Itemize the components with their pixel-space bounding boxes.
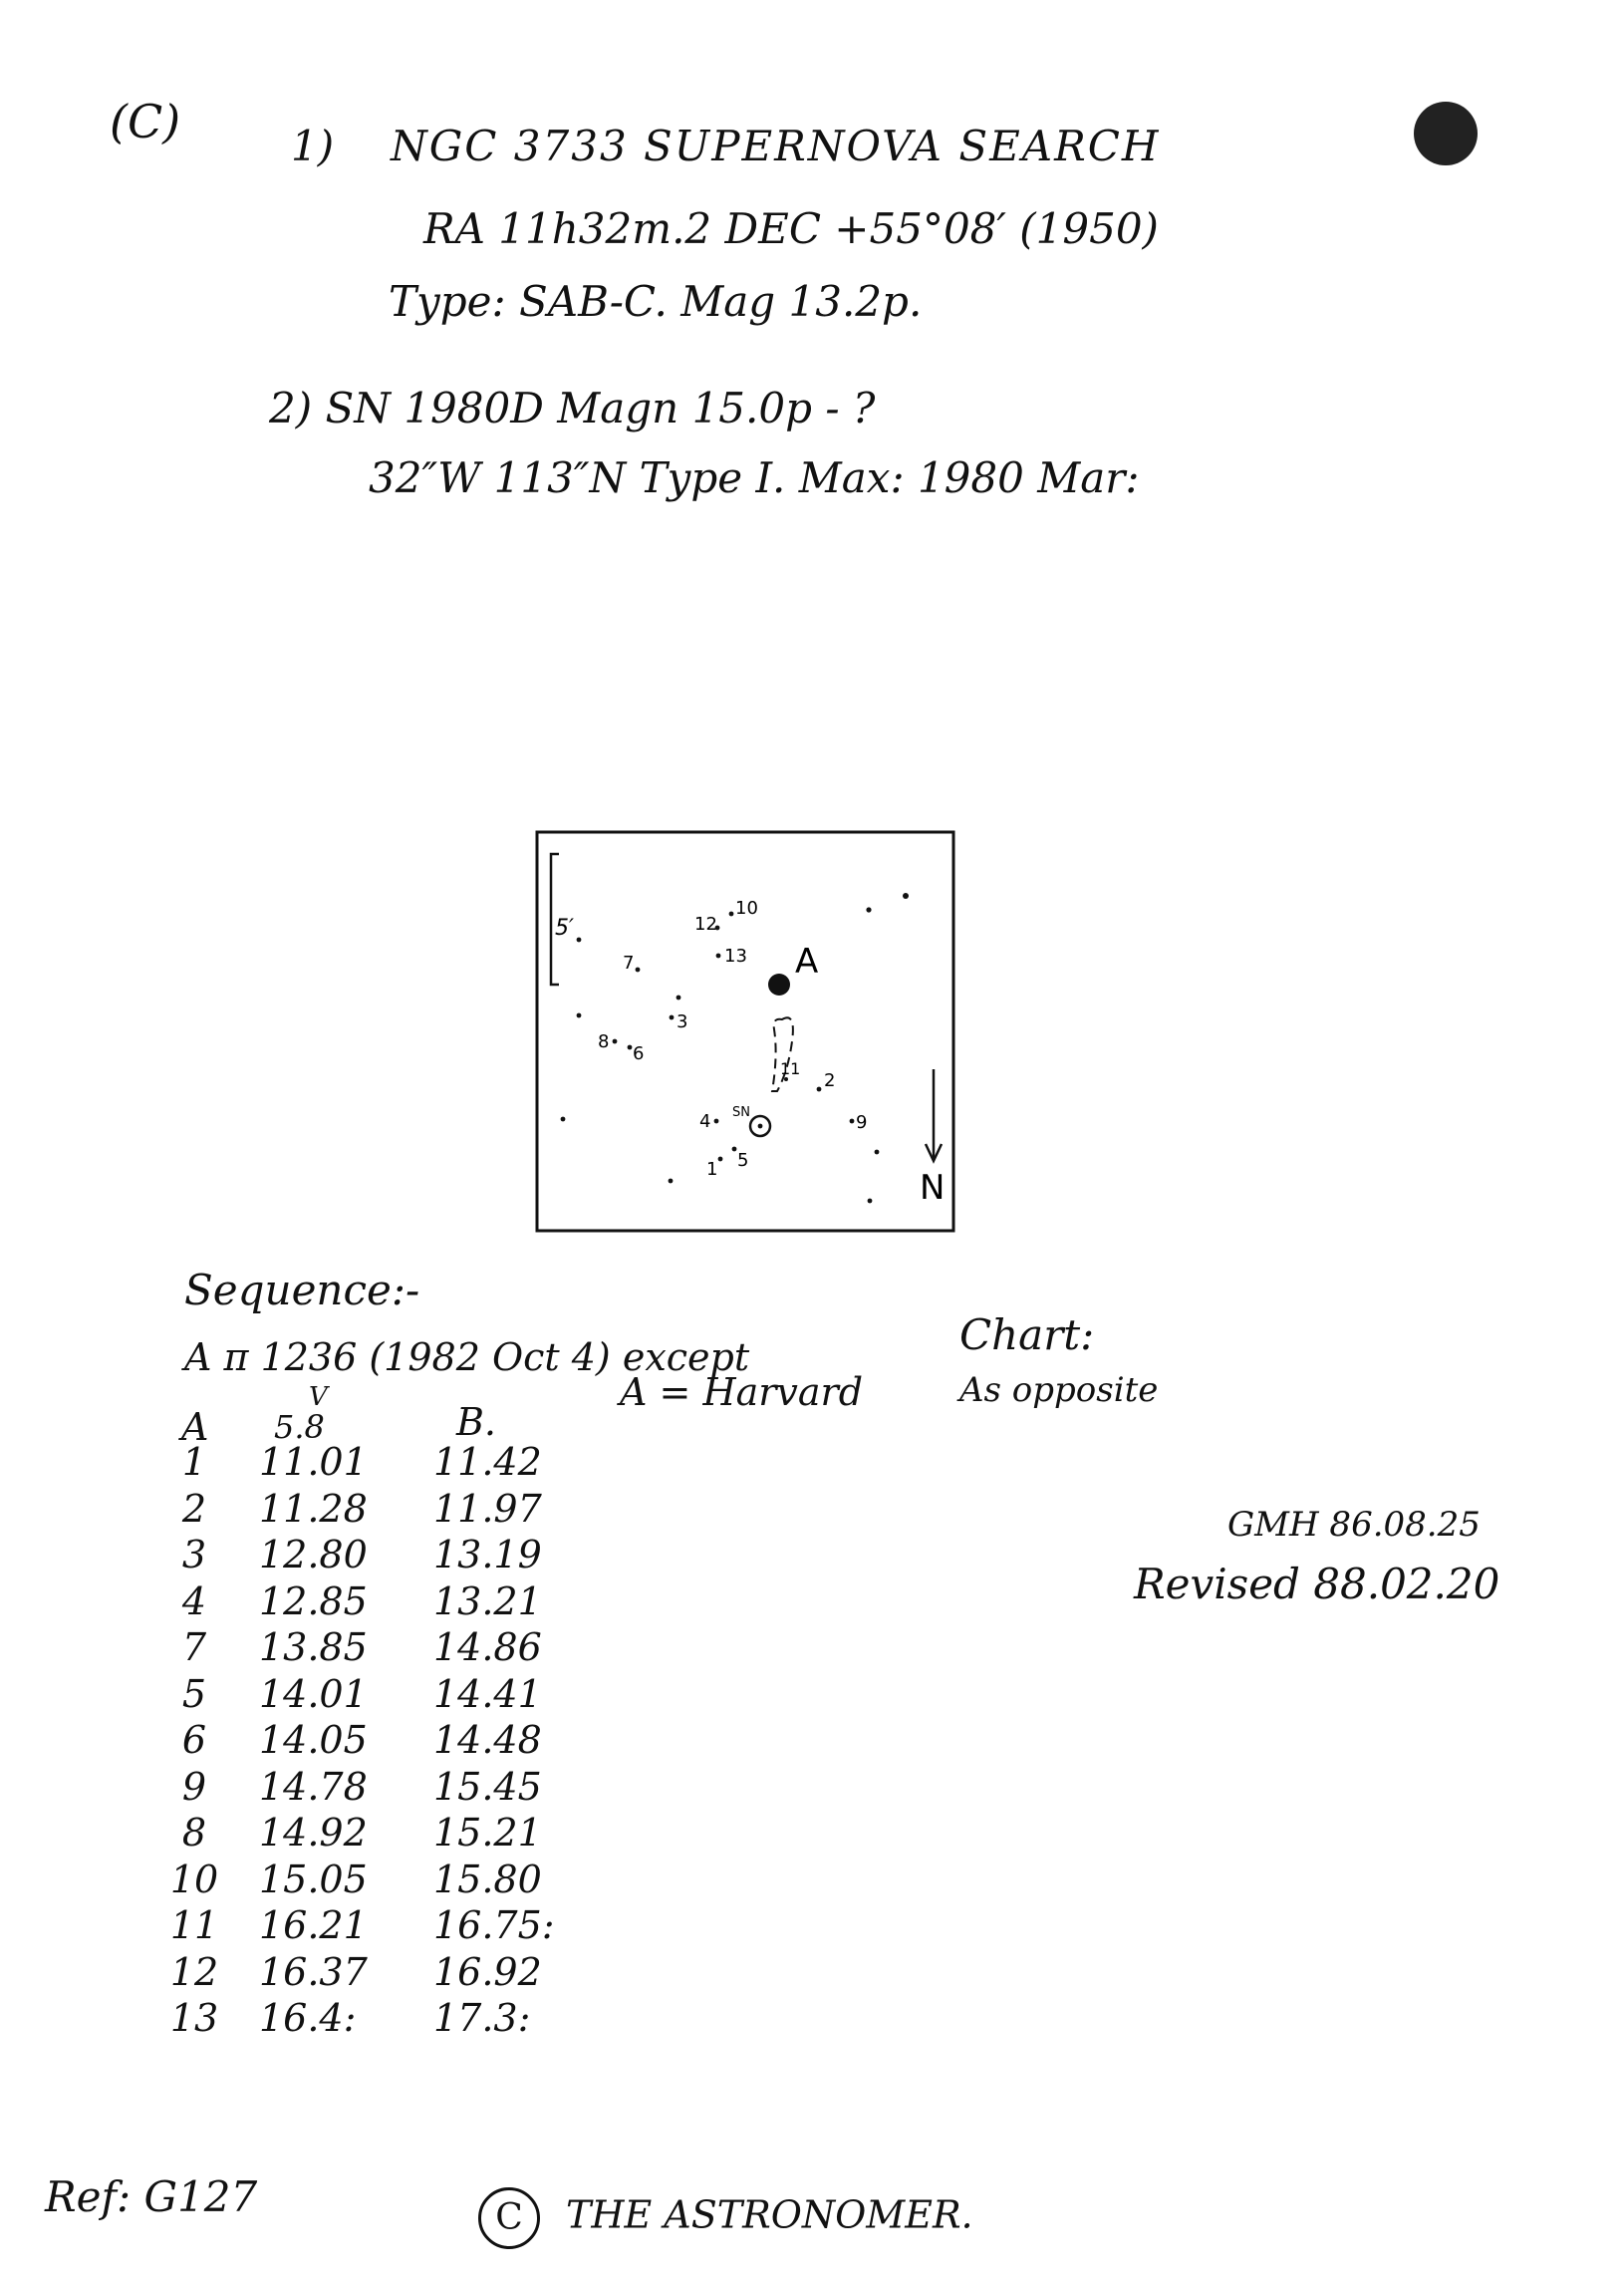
v-mag-cell: 16.21 xyxy=(259,1903,368,1947)
star-10 xyxy=(729,912,734,917)
label-3: 3 xyxy=(677,1011,688,1032)
reference: Ref: G127 xyxy=(45,2172,258,2221)
star-field-3 xyxy=(577,938,582,943)
v-mag-cell: 11.28 xyxy=(259,1486,368,1531)
col-header-b: B. xyxy=(456,1400,497,1444)
north-label: N xyxy=(920,1168,946,1208)
label-9: 9 xyxy=(856,1112,868,1133)
b-mag-cell: 11.97 xyxy=(433,1486,542,1531)
star-9 xyxy=(850,1119,855,1124)
galaxy-outline xyxy=(772,1017,793,1091)
star-8 xyxy=(613,1039,618,1044)
b-mag-cell: 15.80 xyxy=(433,1857,542,1901)
item1-title: NGC 3733 SUPERNOVA SEARCH xyxy=(391,122,1161,170)
star-6 xyxy=(628,1045,633,1050)
item1-coords: RA 11h32m.2 DEC +55°08′ (1950) xyxy=(423,204,1159,253)
chart-note-text: As opposite xyxy=(959,1370,1159,1410)
label-4: 4 xyxy=(699,1111,711,1132)
star-field-5 xyxy=(677,996,681,1001)
v-mag-cell: 12.80 xyxy=(259,1533,368,1576)
star-id-cell: 12 xyxy=(169,1949,219,1994)
label-5: 5 xyxy=(737,1150,749,1171)
chart-note-title: Chart: xyxy=(959,1310,1095,1359)
v-mag-cell: 16.37 xyxy=(259,1949,368,1994)
sequence-source-note: A = Harvard xyxy=(620,1370,864,1414)
b-mag-cell: 16.75: xyxy=(433,1903,555,1947)
star-id-cell: 8 xyxy=(181,1811,207,1855)
star-field-1 xyxy=(866,907,871,912)
star-7 xyxy=(636,968,641,973)
b-mag-cell: 16.92 xyxy=(433,1949,542,1994)
star-id-cell: 1 xyxy=(181,1440,207,1484)
b-mag-cell: 14.41 xyxy=(433,1671,542,1716)
star-field-7 xyxy=(669,1179,674,1184)
v-mag-cell: 14.92 xyxy=(259,1811,368,1855)
v-mag-cell: 15.05 xyxy=(259,1857,368,1901)
b-mag-cell: 14.86 xyxy=(433,1625,542,1669)
star-field-6 xyxy=(561,1117,566,1122)
star-5 xyxy=(732,1147,737,1152)
label-2: 2 xyxy=(824,1070,836,1091)
star-field-9 xyxy=(868,1199,873,1204)
star-2 xyxy=(817,1087,822,1092)
star-id-cell: 4 xyxy=(181,1578,207,1623)
star-id-cell: 2 xyxy=(181,1486,207,1531)
item2-line2: 32″W 113″N Type I. Max: 1980 Mar: xyxy=(369,453,1140,502)
label-1: 1 xyxy=(706,1159,718,1180)
label-7: 7 xyxy=(623,953,635,974)
v-mag-cell: 14.01 xyxy=(259,1671,368,1716)
finder-chart xyxy=(535,830,957,1239)
star-field-2 xyxy=(903,893,909,899)
b-mag-cell: 17.3: xyxy=(433,1996,531,2040)
star-id-cell: 6 xyxy=(181,1718,207,1762)
label-11: 11 xyxy=(780,1059,801,1078)
star-13 xyxy=(716,954,721,959)
label-SN: SN xyxy=(732,1105,750,1120)
star-id-cell: 10 xyxy=(169,1857,219,1901)
revised-date: Revised 88.02.20 xyxy=(1134,1560,1500,1608)
label-12: 12 xyxy=(694,914,717,935)
v-mag-cell: 14.78 xyxy=(259,1764,368,1809)
col-header-star: A xyxy=(181,1405,209,1449)
label-6: 6 xyxy=(633,1043,645,1064)
star-1 xyxy=(718,1157,723,1162)
label-13: 13 xyxy=(724,946,747,967)
v-mag-cell: 13.85 xyxy=(259,1625,368,1669)
label-8: 8 xyxy=(598,1031,610,1052)
col-header-v-sub: 5.8 xyxy=(274,1408,325,1446)
v-mag-cell: 16.4: xyxy=(259,1996,357,2040)
star-id-cell: 9 xyxy=(181,1764,207,1809)
star-4 xyxy=(714,1119,719,1124)
star-field-8 xyxy=(875,1150,880,1155)
b-mag-cell: 15.21 xyxy=(433,1811,542,1855)
b-mag-cell: 14.48 xyxy=(433,1718,542,1762)
star-id-cell: 13 xyxy=(169,1996,219,2040)
star-id-cell: 5 xyxy=(181,1671,207,1716)
star-id-cell: 7 xyxy=(181,1625,207,1669)
label-10: 10 xyxy=(735,898,758,919)
sequence-source: A π 1236 (1982 Oct 4) except xyxy=(184,1335,750,1379)
star-field-4 xyxy=(577,1013,582,1018)
punch-hole xyxy=(1414,102,1478,165)
star-A xyxy=(768,974,790,996)
v-mag-cell: 14.05 xyxy=(259,1718,368,1762)
star-id-cell: 3 xyxy=(181,1533,207,1576)
b-mag-cell: 11.42 xyxy=(433,1440,542,1484)
author-date: GMH 86.08.25 xyxy=(1227,1505,1481,1545)
v-mag-cell: 12.85 xyxy=(259,1578,368,1623)
label-A: A xyxy=(795,942,819,982)
col-header-v: V xyxy=(309,1382,328,1412)
star-3 xyxy=(670,1015,675,1020)
item1-number: 1) xyxy=(291,122,335,170)
copyright-icon: C xyxy=(478,2187,540,2249)
v-mag-cell: 11.01 xyxy=(259,1440,368,1484)
section-label: (C) xyxy=(110,95,181,148)
star-id-cell: 11 xyxy=(169,1903,219,1947)
item2-line1: 2) SN 1980D Magn 15.0p - ? xyxy=(269,384,876,432)
copyright-text: THE ASTRONOMER. xyxy=(566,2192,973,2237)
sequence-title: Sequence:- xyxy=(184,1266,420,1314)
item1-type: Type: SAB-C. Mag 13.2p. xyxy=(389,277,923,326)
b-mag-cell: 15.45 xyxy=(433,1764,542,1809)
copyright-line xyxy=(478,2187,973,2249)
b-mag-cell: 13.19 xyxy=(433,1533,542,1576)
scale-label: 5′ xyxy=(555,916,574,941)
b-mag-cell: 13.21 xyxy=(433,1578,542,1623)
